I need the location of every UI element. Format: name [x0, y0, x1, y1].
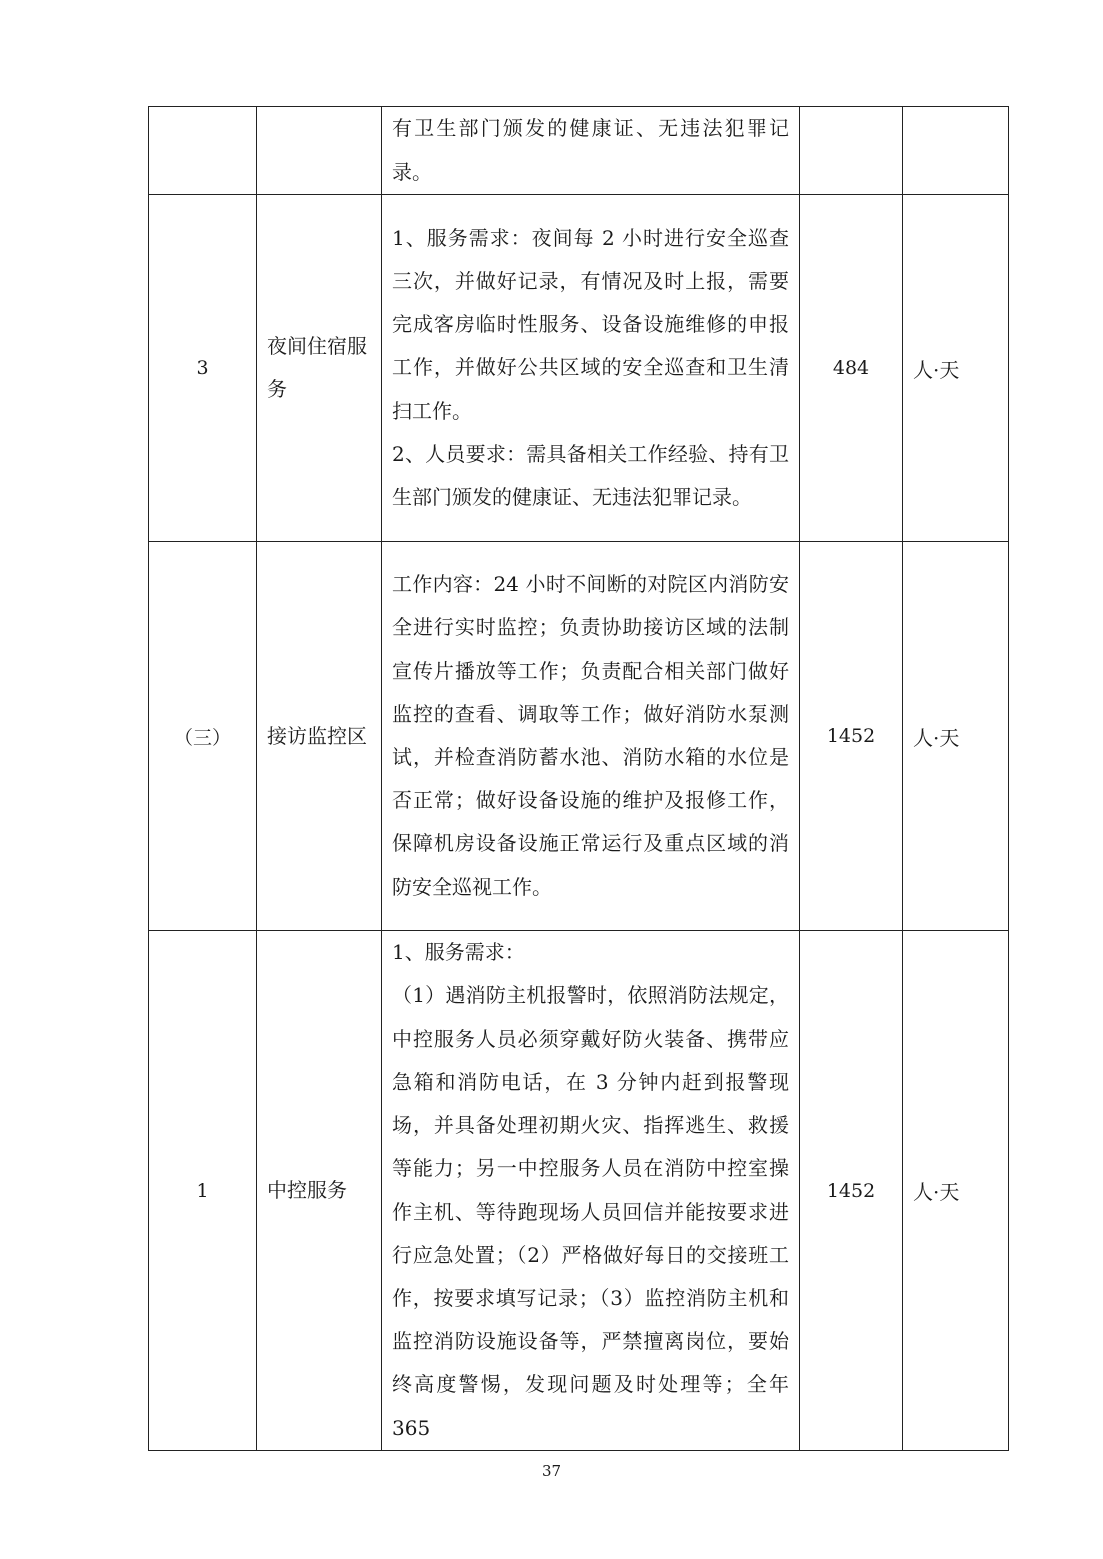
quantity: 484 — [800, 195, 903, 542]
quantity: 1452 — [800, 542, 903, 931]
row-number: 3 — [149, 195, 257, 542]
quantity — [800, 107, 903, 195]
description-paragraph: 1、服务需求： — [392, 940, 525, 965]
description-paragraph: 2、人员要求：需具备相关工作经验、持有卫生部门颁发的健康证、无违法犯罪记录。 — [392, 441, 789, 509]
description-paragraph: 1、服务需求：夜间每 2 小时进行安全巡查三次，并做好记录，有情况及时上报，需要完成客房临时性服务、设备设施维修的申报工作，并做好公共区域的安全巡查和卫生清扫工作。 — [392, 225, 789, 423]
description-paragraph: （1）遇消防主机报警时，依照消防法规定，中控服务人员必须穿戴好防火装备、携带应急箱和消防电话，在 3 分钟内赶到报警现场，并具备处理初期火灾、指挥逃生、救援等能力；另一中控服务人员在消防中控室操作主机、等待跑现场人员回信并能按要求进行应急处置；（2）严格做好每日的交接班工作，按要求填写记录；（3）监控消防主机和监控消防设施设备等，严禁擅离岗位，要始终高度警惕，发现问题及时处理等；全年 365 — [392, 983, 789, 1440]
service-description — [382, 195, 800, 542]
service-name: 夜间住宿服务 — [257, 195, 382, 542]
row-number: 1 — [149, 931, 257, 1451]
unit — [903, 107, 1009, 195]
unit: 人·天 — [903, 195, 1009, 542]
service-name — [257, 107, 382, 195]
service-description — [382, 931, 800, 1451]
row-number: （三） — [149, 542, 257, 931]
description-paragraph: 工作内容：24 小时不间断的对院区内消防安全进行实时监控；负责协助接访区域的法制宣传片播放等工作；负责配合相关部门做好监控的查看、调取等工作；做好消防水泵测试，并检查消防蓄水池、消防水箱的水位是否正常；做好设备设施的维护及报修工作，保障机房设备设施正常运行及重点区域的消防安全巡视工作。 — [392, 572, 789, 899]
service-table — [148, 106, 1009, 1451]
service-description — [382, 542, 800, 931]
quantity: 1452 — [800, 931, 903, 1451]
table-row — [149, 542, 1009, 931]
service-name: 中控服务 — [257, 931, 382, 1451]
service-name: 接访监控区 — [257, 542, 382, 931]
description-paragraph: 有卫生部门颁发的健康证、无违法犯罪记录。 — [392, 116, 789, 184]
unit: 人·天 — [903, 931, 1009, 1451]
row-number — [149, 107, 257, 195]
table-row — [149, 931, 1009, 1451]
unit: 人·天 — [903, 542, 1009, 931]
service-description — [382, 107, 800, 195]
page-number: 37 — [541, 1462, 562, 1480]
table-row — [149, 195, 1009, 542]
table-row — [149, 107, 1009, 195]
